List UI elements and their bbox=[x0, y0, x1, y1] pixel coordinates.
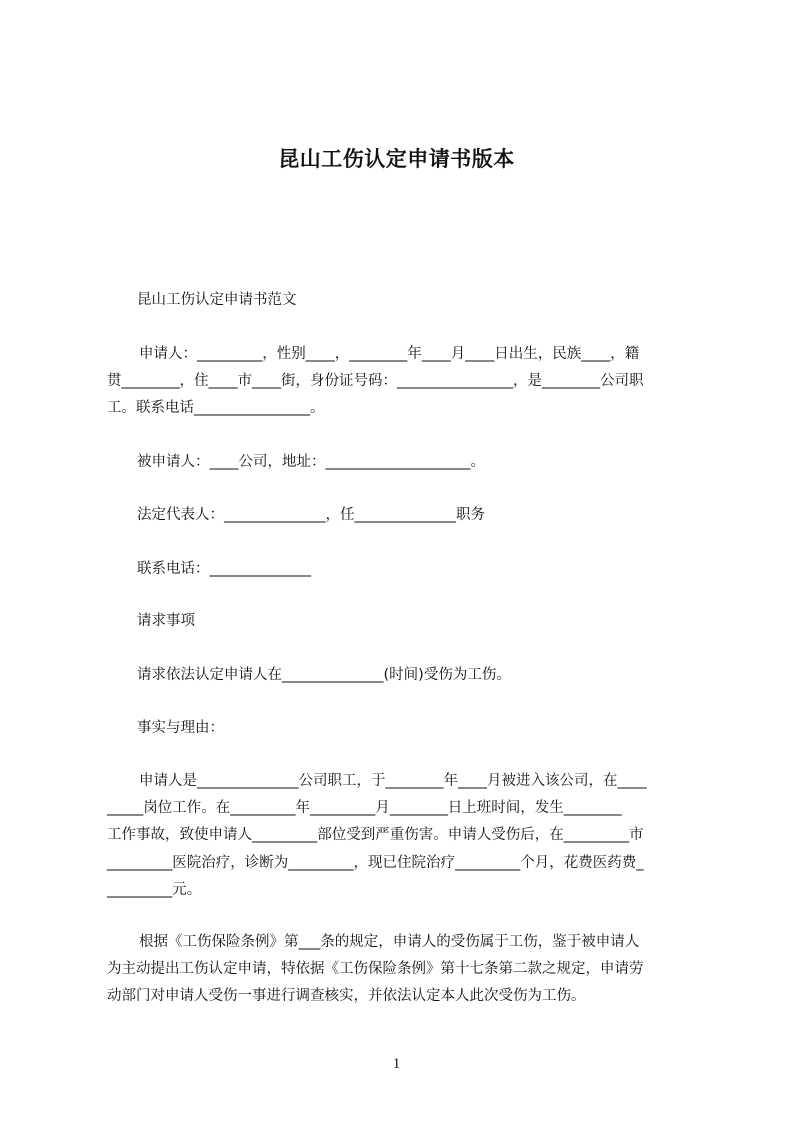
facts-line-1: 申请人是______________公司职工，于________年____月被进入该公司，在____ bbox=[139, 773, 647, 789]
basis-line-2: 为主动提出工伤认定申请，特依据《工伤保险条例》第十七条第二款之规定，申请劳 bbox=[107, 961, 644, 977]
applicant-line-1: 申请人：_________，性别____，________年____月____日出生，民族____，籍 bbox=[139, 346, 640, 362]
document-title: 昆山工伤认定申请书版本 bbox=[278, 147, 515, 171]
legal-representative-line: 法定代表人：______________，任______________职务 bbox=[137, 507, 485, 523]
facts-line-3: 工作事故，致使申请人_________部位受到严重伤害。申请人受伤后，在_________市 bbox=[107, 827, 644, 843]
applicant-line-3: 工。联系电话________________。 bbox=[107, 400, 325, 416]
facts-line-4: _________医院治疗，诊断为_________，现已住院治疗_________个月，花费医药费_ bbox=[107, 855, 644, 871]
facts-line-5: _________元。 bbox=[107, 882, 202, 898]
basis-line-3: 动部门对申请人受伤一事进行调查核实，并依法认定本人此次受伤为工伤。 bbox=[107, 988, 586, 1004]
request-text: 请求依法认定申请人在______________(时间)受伤为工伤。 bbox=[137, 667, 511, 683]
basis-line-1: 根据《工伤保险条例》第___条的规定，申请人的受伤属于工伤，鉴于被申请人 bbox=[139, 934, 640, 950]
contact-phone-line: 联系电话：______________ bbox=[137, 561, 311, 577]
request-heading: 请求事项 bbox=[137, 613, 195, 629]
respondent-line: 被申请人：____公司，地址：____________________。 bbox=[137, 454, 485, 470]
applicant-line-2: 贯________，住____市____街，身份证号码：________________，是________公司职 bbox=[107, 373, 644, 389]
facts-heading: 事实与理由： bbox=[137, 720, 224, 736]
page-number: 1 bbox=[392, 1056, 401, 1072]
facts-line-2: _____岗位工作。在_________年_________月________日上班时间，发生________ bbox=[107, 800, 622, 816]
document-subtitle: 昆山工伤认定申请书范文 bbox=[137, 292, 297, 308]
